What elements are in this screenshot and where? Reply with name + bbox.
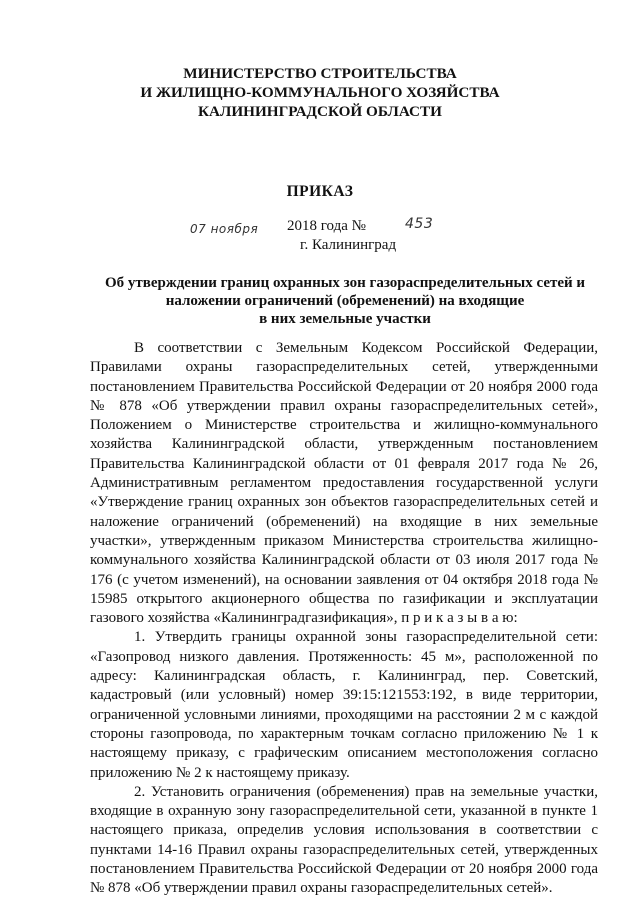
order-subject [90,274,600,328]
header-line-1: МИНИСТЕРСТВО СТРОИТЕЛЬСТВА [183,65,457,82]
order-city: г. Калининград [300,237,397,253]
body-paragraph-1: В соответствии с Земельным Кодексом Российской Федерации, Правилами охраны газораспределительных сетей, утвержденными постановлением Правительства Российской Федерации от 20 ноября 2000 года № 878 «Об утверждении правил охраны газораспределительных сетей», Положением о Министерстве строительства и жилищно-коммунального хозяйства Калининградской области, утвержденным постановлением Правительства Калининградской области от 01 февраля 2017 года № 26, Административным регламентом предоставления государственной услуги «Утверждение границ охранных зон объектов газораспределительных сетей и наложение ограничений (обременений) на входящие в них земельные участки», утвержденным приказом Министерства строительства жилищно-коммунального хозяйства Калининградской области от 03 июля 2017 года № 176 (с учетом изменений), на основании заявления от 04 октября 2018 года № 15985 открытого акционерного общества по газификации и эксплуатации газового хозяйства «Калининградгазификация», п р и к а з ы в а ю: [90,340,598,627]
body-paragraph-2: 1. Утвердить границы охранной зоны газораспределительной сети: «Газопровод низкого давления. Протяженность: 45 м», расположенной по адресу: Калининградская область, г. Калининград, пер. Советский, кадастровый (или условный) номер 39:15:121553:192, в виде территории, ограниченной условными линиями, проходящими на расстоянии 2 м с каждой стороны газопровода, по характерным точкам согласно приложению № 1 к настоящему приказу, с графическим описанием местоположения согласно приложению № 2 к настоящему приказу. [90,629,598,781]
handwritten-number: 453 [405,216,434,232]
order-date-text: 2018 года № [287,218,366,234]
body-paragraph-3: 2. Установить ограничения (обременения) прав на земельные участки, входящие в охранную зону газораспределительной сети, указанной в пункте 1 настоящего приказа, определив условия использования в соответствии с пунктами 14-16 Правил охраны газораспределительных сетей, утвержденных постановлением Правительства Российской Федерации от 20 ноября 2000 года № 878 «Об утверждении правил охраны газораспределительных сетей». [90,783,598,897]
order-body [90,339,598,899]
handwritten-date: 07 ноября [190,222,259,236]
header-line-3: КАЛИНИНГРАДСКОЙ ОБЛАСТИ [198,103,442,120]
order-title: ПРИКАЗ [286,183,354,200]
subject-line-1: Об утверждении границ охранных зон газораспределительных сетей и [104,275,586,291]
subject-line-3: в них земельные участки [259,311,431,327]
header-line-2: И ЖИЛИЩНО-КОММУНАЛЬНОГО ХОЗЯЙСТВА [140,84,500,101]
subject-line-2: наложении ограничений (обременений) на входящие [165,293,525,309]
ministry-header [0,64,640,121]
